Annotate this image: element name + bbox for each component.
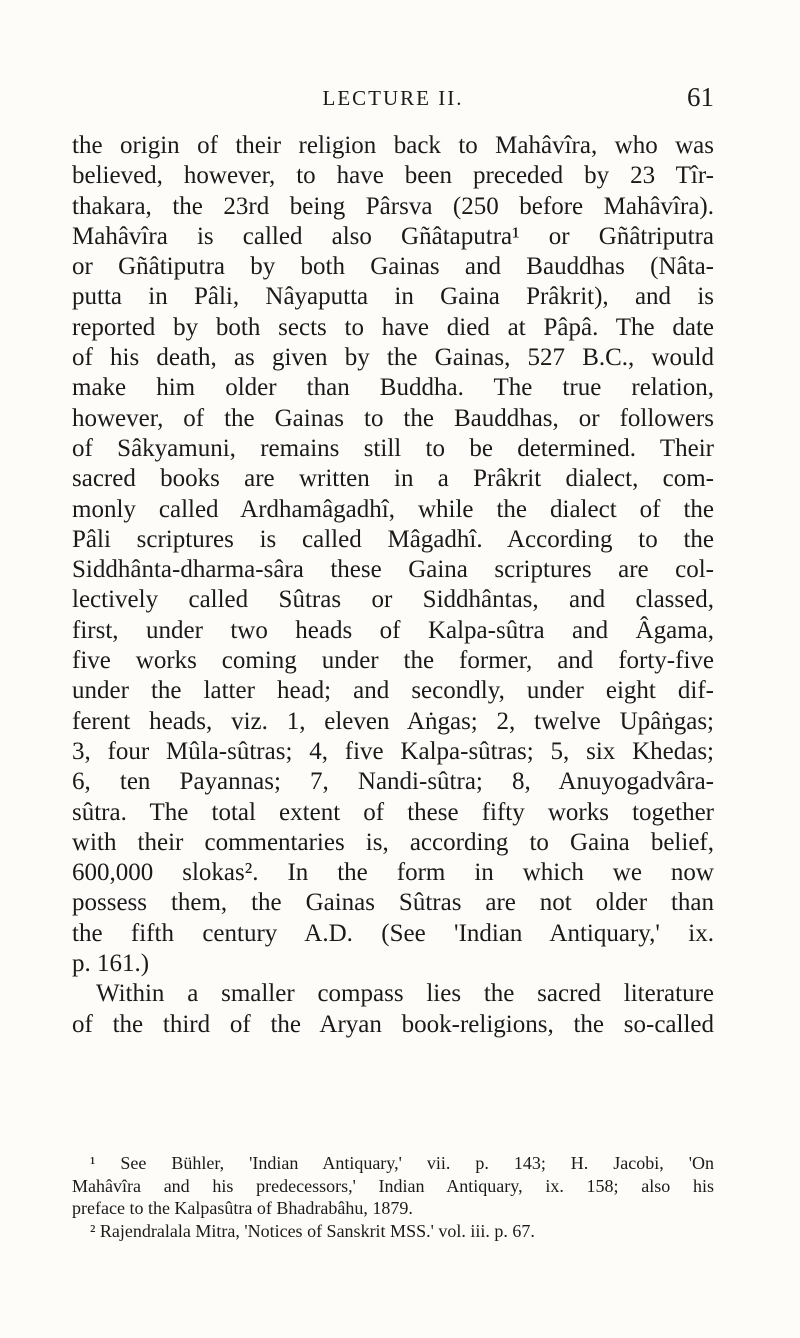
body-line: 3, four Mûla-sûtras; 4, five Kalpa-sûtras; 5, six Khedas; bbox=[72, 737, 714, 765]
body-line: 600,000 slokas². In the form in which we now bbox=[72, 859, 714, 887]
body-line: Pâli scriptures is called Mâgadhî. According to the bbox=[72, 525, 714, 553]
body-line: of the third of the Aryan book-religions, the so-called bbox=[72, 1010, 714, 1038]
page-number: 61 bbox=[687, 82, 714, 112]
body-line: ferent heads, viz. 1, eleven Aṅgas; 2, twelve Upâṅgas; bbox=[72, 707, 714, 735]
body-line: first, under two heads of Kalpa-sûtra and Âgama, bbox=[72, 616, 714, 644]
footnote-line: ² Rajendralala Mitra, 'Notices of Sanskrit MSS.' vol. iii. p. 67. bbox=[90, 1220, 535, 1241]
body-line: believed, however, to have been preceded by 23 Tîr- bbox=[72, 162, 714, 190]
body-line: sûtra. The total extent of these fifty works together bbox=[72, 798, 714, 826]
footnotes bbox=[72, 1152, 714, 1242]
body-line: monly called Ardhamâgadhî, while the dialect of the bbox=[72, 495, 714, 523]
body-line: the origin of their religion back to Mahâvîra, who was bbox=[72, 132, 714, 159]
body-line: of Sâkyamuni, remains still to be determined. Their bbox=[72, 434, 714, 462]
body-line: Within a smaller compass lies the sacred literature bbox=[96, 980, 714, 1008]
body-line: five works coming under the former, and forty-five bbox=[72, 647, 714, 675]
body-line: sacred books are written in a Prâkrit dialect, com- bbox=[72, 465, 714, 493]
footnote-line: ¹ See Bühler, 'Indian Antiquary,' vii. p. 143; H. Jacobi, 'On bbox=[90, 1153, 714, 1173]
body-line: Mahâvîra is called also Gñâtaputra¹ or Gñâtriputra bbox=[72, 222, 714, 250]
body-line: Siddhânta-dharma-sâra these Gaina scriptures are col- bbox=[72, 556, 714, 584]
footnote-line: preface to the Kalpasûtra of Bhadrabâhu, 1879. bbox=[72, 1198, 413, 1218]
body-line: 6, ten Payannas; 7, Nandi-sûtra; 8, Anuyogadvâra- bbox=[72, 768, 714, 796]
body-line: or Gñâtiputra by both Gainas and Bauddhas (Nâta- bbox=[72, 253, 714, 281]
body-line: possess them, the Gainas Sûtras are not older than bbox=[72, 889, 714, 917]
body-text bbox=[72, 131, 714, 1040]
body-line: p. 161.) bbox=[72, 950, 150, 978]
running-head bbox=[72, 82, 714, 116]
body-line: thakara, the 23rd being Pârsva (250 before Mahâvîra). bbox=[72, 192, 714, 220]
body-line: with their commentaries is, according to Gaina belief, bbox=[72, 828, 714, 856]
body-line: lectively called Sûtras or Siddhântas, and classed, bbox=[72, 586, 714, 614]
footnote-line: Mahâvîra and his predecessors,' Indian Antiquary, ix. 158; also his bbox=[72, 1175, 714, 1196]
body-line: under the latter head; and secondly, under eight dif- bbox=[72, 677, 714, 705]
body-line: reported by both sects to have died at Pâpâ. The date bbox=[72, 313, 714, 341]
body-line: make him older than Buddha. The true relation, bbox=[72, 374, 714, 402]
body-line: putta in Pâli, Nâyaputta in Gaina Prâkrit), and is bbox=[72, 283, 714, 311]
body-line: however, of the Gainas to the Bauddhas, or followers bbox=[72, 404, 714, 432]
body-line: the fifth century A.D. (See 'Indian Antiquary,' ix. bbox=[72, 919, 714, 947]
running-title: LECTURE II. bbox=[322, 86, 464, 110]
body-line: of his death, as given by the Gainas, 527 B.C., would bbox=[72, 344, 714, 372]
